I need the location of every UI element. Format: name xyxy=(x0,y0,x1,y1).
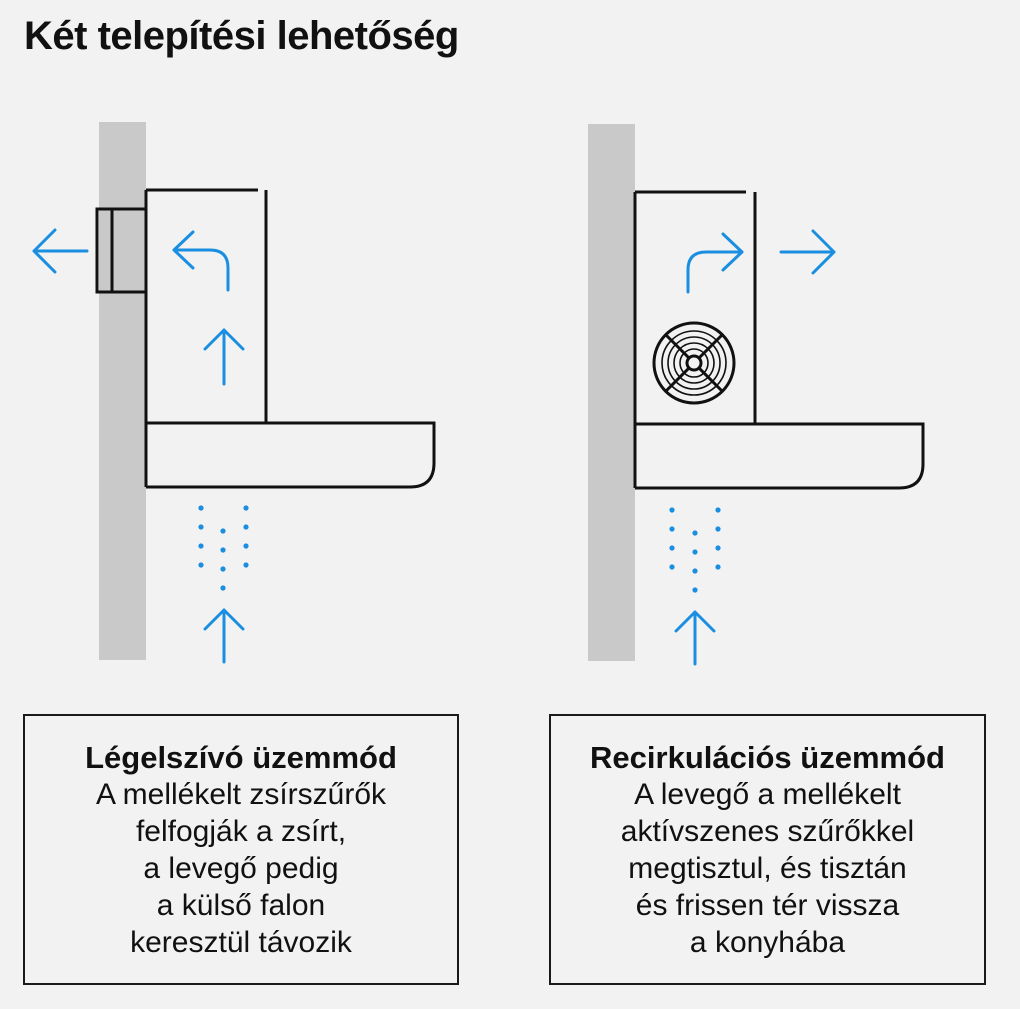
exhaust-mode-diagram xyxy=(34,122,434,662)
fan-icon xyxy=(654,323,734,403)
wall-left xyxy=(99,122,146,660)
exhaust-mode-line-3: a levegő pedig xyxy=(143,852,339,885)
recirculation-mode-line-2: aktívszenes szűrőkkel xyxy=(620,815,915,848)
hood-canopy-right xyxy=(635,424,923,488)
recirculation-mode-line-1: A levegő a mellékelt xyxy=(634,778,901,811)
arrow-up-bottom-left-icon xyxy=(205,610,243,662)
exhaust-mode-line-5: keresztül távozik xyxy=(130,926,352,959)
arrow-up-bottom-right-icon xyxy=(676,612,714,664)
arrow-left-icon xyxy=(34,230,87,272)
recirculation-mode-heading: Recirkulációs üzemmód xyxy=(590,740,945,775)
recirculation-mode-card xyxy=(549,714,986,985)
arrow-right-icon xyxy=(781,231,834,273)
air-dots-left xyxy=(198,505,248,590)
arrow-up-icon xyxy=(205,330,243,384)
recirculation-mode-line-4: és frissen tér vissza xyxy=(635,889,900,922)
hood-canopy-left xyxy=(146,423,434,487)
recirculation-mode-diagram xyxy=(588,124,923,664)
exhaust-mode-line-2: felfogják a zsírt, xyxy=(135,815,347,848)
exhaust-mode-line-1: A mellékelt zsírszűrők xyxy=(95,778,387,811)
exhaust-mode-heading: Légelszívó üzemmód xyxy=(85,740,397,775)
arrow-up-left-turn-icon xyxy=(174,232,228,290)
hood-chimney-left xyxy=(146,190,266,423)
exhaust-mode-card xyxy=(23,714,459,985)
recirculation-mode-line-3: megtisztul, és tisztán xyxy=(628,852,907,885)
exhaust-mode-line-4: a külső falon xyxy=(156,889,326,922)
recirculation-mode-line-5: a konyhába xyxy=(689,926,846,959)
page-title: Két telepítési lehetőség xyxy=(24,14,459,58)
wall-right xyxy=(588,124,635,661)
air-dots-right xyxy=(669,507,720,592)
arrow-up-right-turn-icon xyxy=(688,234,742,292)
